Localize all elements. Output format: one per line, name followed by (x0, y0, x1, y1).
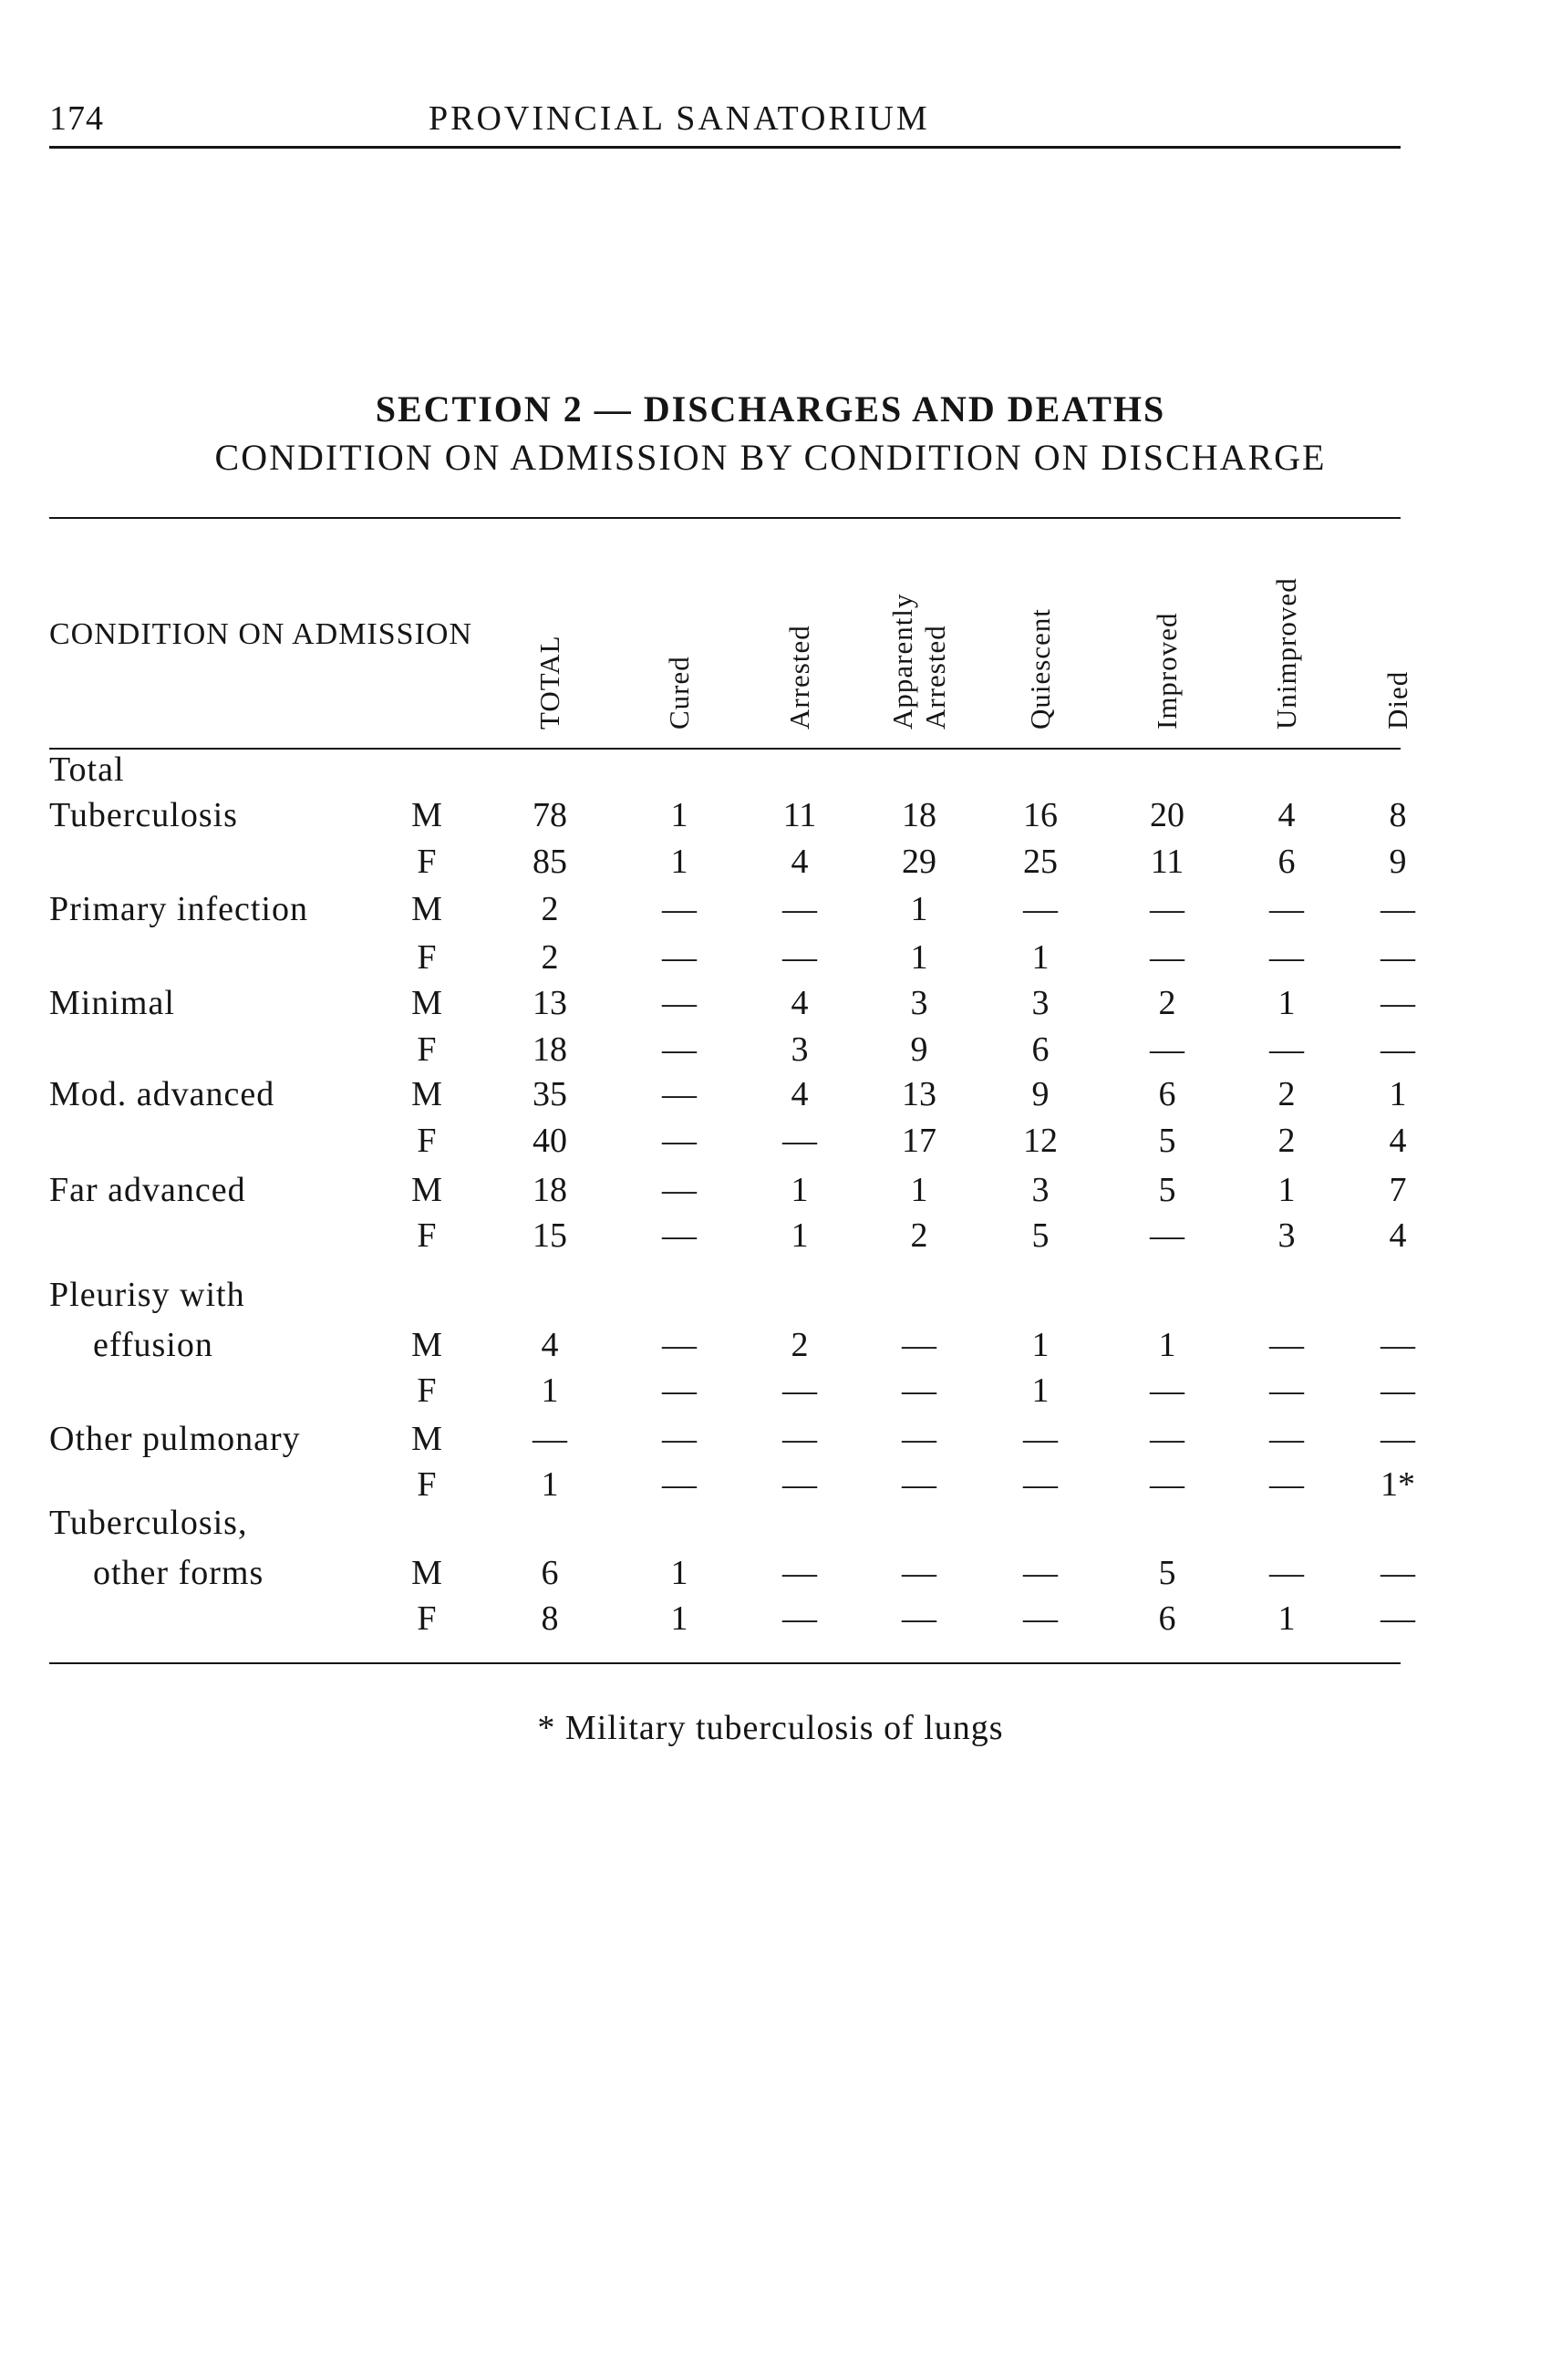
table-cell: 29 (902, 843, 936, 881)
table-cell: 13 (533, 984, 567, 1022)
table-cell: — (902, 1326, 936, 1364)
sex-marker: M (411, 1171, 442, 1209)
table-cell: 6 (1158, 1075, 1176, 1113)
table-cell: 1 (1277, 984, 1296, 1022)
table-cell: 20 (1150, 796, 1184, 834)
table-cell: 1* (1381, 1465, 1415, 1504)
column-header-line: Improved (1151, 612, 1183, 730)
table-cell: 78 (533, 796, 567, 834)
table-cell: 9 (1389, 843, 1407, 881)
table-cell: 5 (1158, 1171, 1176, 1209)
column-header-line: TOTAL (533, 635, 565, 730)
section-title: SECTION 2 — DISCHARGES AND DEATHS (375, 388, 1166, 429)
table-cell: 11 (782, 796, 817, 834)
table-cell: 1 (670, 1554, 688, 1592)
table-cell: — (1381, 1326, 1415, 1364)
sex-marker: F (417, 843, 437, 881)
table-cell: 3 (791, 1030, 809, 1069)
row-label-continued: effusion (93, 1326, 213, 1364)
sex-marker: F (417, 1465, 437, 1504)
table-cell: 15 (533, 1216, 567, 1255)
table-cell: 1 (1389, 1075, 1407, 1113)
table-cell: — (1269, 890, 1304, 928)
column-header-line: Apparently (886, 593, 918, 730)
table-cell: 11 (1150, 843, 1184, 881)
row-label: Tuberculosis, (49, 1504, 248, 1542)
table-cell: — (782, 1465, 817, 1504)
table-cell: 3 (1031, 1171, 1050, 1209)
table-cell: 3 (1031, 984, 1050, 1022)
column-header-line: Arrested (783, 625, 815, 730)
table-cell: — (662, 1326, 697, 1364)
table-cell: 1 (670, 796, 688, 834)
table-cell: 18 (533, 1171, 567, 1209)
row-label: Total (49, 750, 125, 789)
table-cell: 17 (902, 1122, 936, 1160)
table-cell: — (1381, 938, 1415, 977)
table-cell: 8 (1389, 796, 1407, 834)
table-cell: — (902, 1420, 936, 1458)
table-cell: 18 (902, 796, 936, 834)
table-cell: 4 (1389, 1122, 1407, 1160)
table-cell: 1 (791, 1216, 809, 1255)
table-cell: 85 (533, 843, 567, 881)
table-cell: 12 (1023, 1122, 1058, 1160)
table-cell: 18 (533, 1030, 567, 1069)
table-cell: — (1150, 1030, 1184, 1069)
table-cell: — (1150, 890, 1184, 928)
table-cell: 5 (1158, 1554, 1176, 1592)
table-cell: — (782, 1554, 817, 1592)
column-header-line: Cured (663, 656, 695, 730)
table-bottom-rule (49, 1662, 1401, 1664)
table-cell: 7 (1389, 1171, 1407, 1209)
table-cell: — (1269, 1420, 1304, 1458)
row-label-continued: Tuberculosis (49, 796, 238, 834)
table-cell: 1 (910, 890, 928, 928)
sex-marker: F (417, 1371, 437, 1410)
table-cell: — (902, 1371, 936, 1410)
table-cell: 1 (541, 1465, 559, 1504)
table-cell: — (902, 1554, 936, 1592)
table-cell: — (1269, 1326, 1304, 1364)
footnote: * Military tuberculosis of lungs (537, 1709, 1004, 1747)
table-cell: 4 (791, 843, 809, 881)
table-cell: 1 (541, 1371, 559, 1410)
section-subtitle: CONDITION ON ADMISSION BY CONDITION ON DISCHARGE (214, 437, 1327, 478)
table-cell: 2 (1277, 1075, 1296, 1113)
table-cell: 13 (902, 1075, 936, 1113)
table-cell: 40 (533, 1122, 567, 1160)
table-cell: — (1023, 1420, 1058, 1458)
table-cell: 1 (910, 938, 928, 977)
table-cell: 1 (1277, 1171, 1296, 1209)
table-cell: 1 (1031, 1371, 1050, 1410)
sex-marker: F (417, 938, 437, 977)
sex-marker: F (417, 1030, 437, 1069)
table-cell: 16 (1023, 796, 1058, 834)
table-cell: — (1150, 1465, 1184, 1504)
table-cell: — (1381, 1554, 1415, 1592)
table-cell: — (662, 1171, 697, 1209)
table-cell: 8 (541, 1599, 559, 1638)
table-cell: 1 (1158, 1326, 1176, 1364)
table-cell: 5 (1031, 1216, 1050, 1255)
table-cell: 35 (533, 1075, 567, 1113)
table-cell: — (1381, 890, 1415, 928)
table-cell: 2 (1158, 984, 1176, 1022)
table-cell: 1 (1031, 938, 1050, 977)
table-cell: 9 (910, 1030, 928, 1069)
table-cell: 3 (910, 984, 928, 1022)
column-header-line: Died (1381, 670, 1413, 730)
table-cell: — (662, 1465, 697, 1504)
table-cell: 2 (910, 1216, 928, 1255)
table-cell: — (1269, 938, 1304, 977)
sex-marker: M (411, 1075, 442, 1113)
table-cell: — (1381, 1420, 1415, 1458)
table-cell: — (533, 1420, 567, 1458)
table-cell: 5 (1158, 1122, 1176, 1160)
table-cell: 2 (1277, 1122, 1296, 1160)
table-cell: — (1269, 1465, 1304, 1504)
table-cell: — (662, 890, 697, 928)
row-label: Pleurisy with (49, 1276, 245, 1314)
table-cell: 1 (791, 1171, 809, 1209)
table-cell: — (662, 1371, 697, 1410)
table-cell: — (1023, 890, 1058, 928)
sex-marker: M (411, 890, 442, 928)
table-cell: 4 (541, 1326, 559, 1364)
table-cell: — (662, 938, 697, 977)
table-cell: — (1023, 1554, 1058, 1592)
table-cell: — (1381, 1599, 1415, 1638)
header-divider-rule (49, 748, 1401, 750)
table-cell: — (902, 1465, 936, 1504)
page-number: 174 (49, 99, 104, 138)
table-cell: — (782, 1420, 817, 1458)
table-cell: 3 (1277, 1216, 1296, 1255)
sex-marker: M (411, 1420, 442, 1458)
row-label-continued: other forms (93, 1554, 264, 1592)
table-cell: — (1269, 1554, 1304, 1592)
table-top-rule (49, 517, 1401, 519)
table-cell: 4 (791, 984, 809, 1022)
table-cell: — (1150, 1371, 1184, 1410)
table-cell: — (782, 890, 817, 928)
table-cell: 2 (791, 1326, 809, 1364)
sex-marker: M (411, 984, 442, 1022)
table-cell: 4 (1277, 796, 1296, 834)
sex-marker: M (411, 1554, 442, 1592)
table-cell: — (1269, 1030, 1304, 1069)
table-cell: 4 (791, 1075, 809, 1113)
table-cell: — (662, 984, 697, 1022)
row-label: Mod. advanced (49, 1075, 275, 1113)
table-cell: 25 (1023, 843, 1058, 881)
sex-marker: F (417, 1216, 437, 1255)
table-cell: 1 (1277, 1599, 1296, 1638)
running-head: PROVINCIAL SANATORIUM (429, 99, 930, 138)
header-rule (49, 146, 1401, 149)
table-cell: — (782, 1122, 817, 1160)
table-cell: — (1023, 1465, 1058, 1504)
table-cell: 6 (541, 1554, 559, 1592)
table-cell: 6 (1277, 843, 1296, 881)
table-cell: — (662, 1216, 697, 1255)
table-cell: — (1023, 1599, 1058, 1638)
table-cell: 2 (541, 890, 559, 928)
table-cell: — (662, 1030, 697, 1069)
table-cell: — (662, 1122, 697, 1160)
table-cell: — (782, 1371, 817, 1410)
table-cell: — (1381, 1371, 1415, 1410)
table-cell: — (1150, 938, 1184, 977)
sex-marker: M (411, 796, 442, 834)
row-label: Other pulmonary (49, 1420, 301, 1458)
table-cell: — (902, 1599, 936, 1638)
table-cell: — (1269, 1371, 1304, 1410)
table-cell: — (1150, 1216, 1184, 1255)
table-cell: — (1150, 1420, 1184, 1458)
table-cell: 1 (670, 843, 688, 881)
table-cell: — (782, 938, 817, 977)
table-cell: 1 (910, 1171, 928, 1209)
table-cell: 4 (1389, 1216, 1407, 1255)
row-label: Minimal (49, 984, 175, 1022)
column-header-line: Arrested (919, 625, 951, 730)
sex-marker: F (417, 1599, 437, 1638)
table-cell: 1 (1031, 1326, 1050, 1364)
row-label: Far advanced (49, 1171, 246, 1209)
table-cell: — (662, 1420, 697, 1458)
sex-marker: M (411, 1326, 442, 1364)
table-cell: 2 (541, 938, 559, 977)
stub-header: CONDITION ON ADMISSION (49, 617, 472, 651)
sex-marker: F (417, 1122, 437, 1160)
column-header-line: Quiescent (1024, 608, 1056, 730)
table-cell: — (1381, 1030, 1415, 1069)
table-cell: 6 (1158, 1599, 1176, 1638)
table-cell: 6 (1031, 1030, 1050, 1069)
table-cell: 9 (1031, 1075, 1050, 1113)
column-header-line: Unimproved (1270, 577, 1302, 730)
table-cell: — (1381, 984, 1415, 1022)
row-label: Primary infection (49, 890, 308, 928)
table-cell: 1 (670, 1599, 688, 1638)
table-cell: — (782, 1599, 817, 1638)
table-cell: — (662, 1075, 697, 1113)
